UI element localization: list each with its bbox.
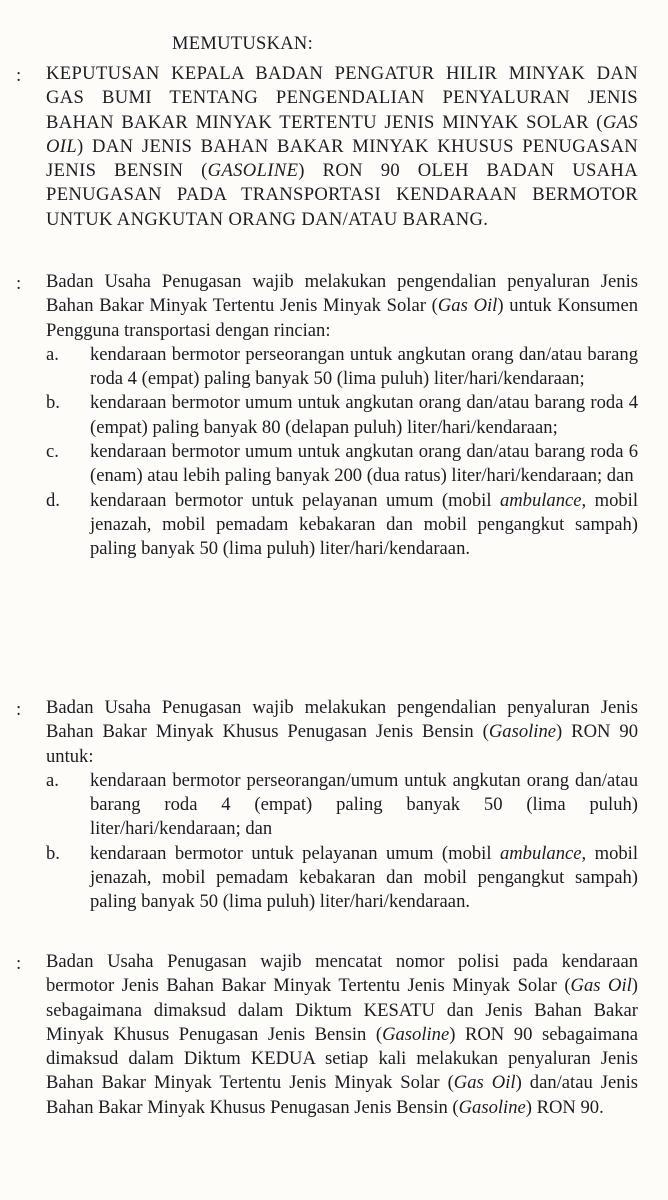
section-4-colon: : bbox=[16, 953, 22, 974]
section-2-intro: Badan Usaha Penugasan wajib melakukan pengendalian penyaluran Jenis Bahan Bakar Minyak Tertentu Jenis Minyak Solar (Gas Oil) untuk Konsumen Pengguna transportasi dengan rincian: bbox=[46, 271, 638, 341]
list-item: c. kendaraan bermotor umum untuk angkutan orang dan/atau barang roda 6 (enam) atau lebih paling banyak 200 (dua ratus) liter/hari/kendaraan; dan bbox=[46, 441, 638, 487]
decision-heading: MEMUTUSKAN: bbox=[172, 34, 314, 54]
section-3-colon: : bbox=[16, 699, 22, 720]
list-item: a. kendaraan bermotor perseorangan untuk angkutan orang dan/atau barang roda 4 (empat) paling banyak 50 (lima puluh) liter/hari/kendaraan; bbox=[46, 343, 638, 390]
section-1-title: KEPUTUSAN KEPALA BADAN PENGATUR HILIR MINYAK DAN GAS BUMI TENTANG PENGENDALIAN PENYALURAN JENIS BAHAN BAKAR MINYAK TERTENTU JENIS MINYAK SOLAR (GAS OIL) DAN JENIS BAHAN BAKAR MINYAK KHUSUS PENUGASAN JENIS BENSIN (GASOLINE) RON 90 OLEH BADAN USAHA PENUGASAN PADA TRANSPORTASI KENDARAAN BERMOTOR UNTUK ANGKUTAN ORANG DAN/ATAU BARANG. bbox=[46, 63, 638, 230]
section-2-list bbox=[46, 343, 638, 562]
list-item: b. kendaraan bermotor umum untuk angkutan orang dan/atau barang roda 4 (empat) paling banyak 80 (delapan puluh) liter/hari/kendaraan; bbox=[46, 392, 638, 438]
list-item: a. kendaraan bermotor perseorangan/umum untuk angkutan orang dan/atau barang roda 4 (empat) paling banyak 50 (lima puluh) liter/hari/kendaraan; dan bbox=[46, 769, 638, 840]
list-item: d. kendaraan bermotor untuk pelayanan umum (mobil ambulance, mobil jenazah, mobil pemadam kebakaran dan mobil pengangkut sampah) paling banyak 50 (lima puluh) liter/hari/kendaraan. bbox=[46, 489, 638, 560]
list-item: b. kendaraan bermotor untuk pelayanan umum (mobil ambulance, mobil jenazah, mobil pemadam kebakaran dan mobil pengangkut sampah) paling banyak 50 (lima puluh) liter/hari/kendaraan. bbox=[46, 842, 638, 913]
section-3-paragraph bbox=[46, 696, 638, 915]
section-4-paragraph: Badan Usaha Penugasan wajib mencatat nomor polisi pada kendaraan bermotor Jenis Bahan Bakar Minyak Tertentu Jenis Minyak Solar (Gas Oil) sebagaimana dimaksud dalam Diktum KESATU dan Jenis Bahan Bakar Minyak Khusus Penugasan Jenis Bensin (Gasoline) RON 90 sebagaimana dimaksud dalam Diktum KEDUA setiap kali melakukan penyaluran Jenis Bahan Bakar Minyak Tertentu Jenis Minyak Solar (Gas Oil) dan/atau Jenis Bahan Bakar Minyak Khusus Penugasan Jenis Bensin (Gasoline) RON 90. bbox=[46, 951, 638, 1118]
section-3-intro: Badan Usaha Penugasan wajib melakukan pengendalian penyaluran Jenis Bahan Bakar Minyak Khusus Penugasan Jenis Bensin (Gasoline) RON 90 untuk: bbox=[46, 697, 638, 767]
section-2-paragraph bbox=[46, 270, 638, 562]
section-1-colon: : bbox=[16, 65, 22, 86]
section-3-list bbox=[46, 769, 638, 915]
section-2-colon: : bbox=[16, 273, 22, 294]
